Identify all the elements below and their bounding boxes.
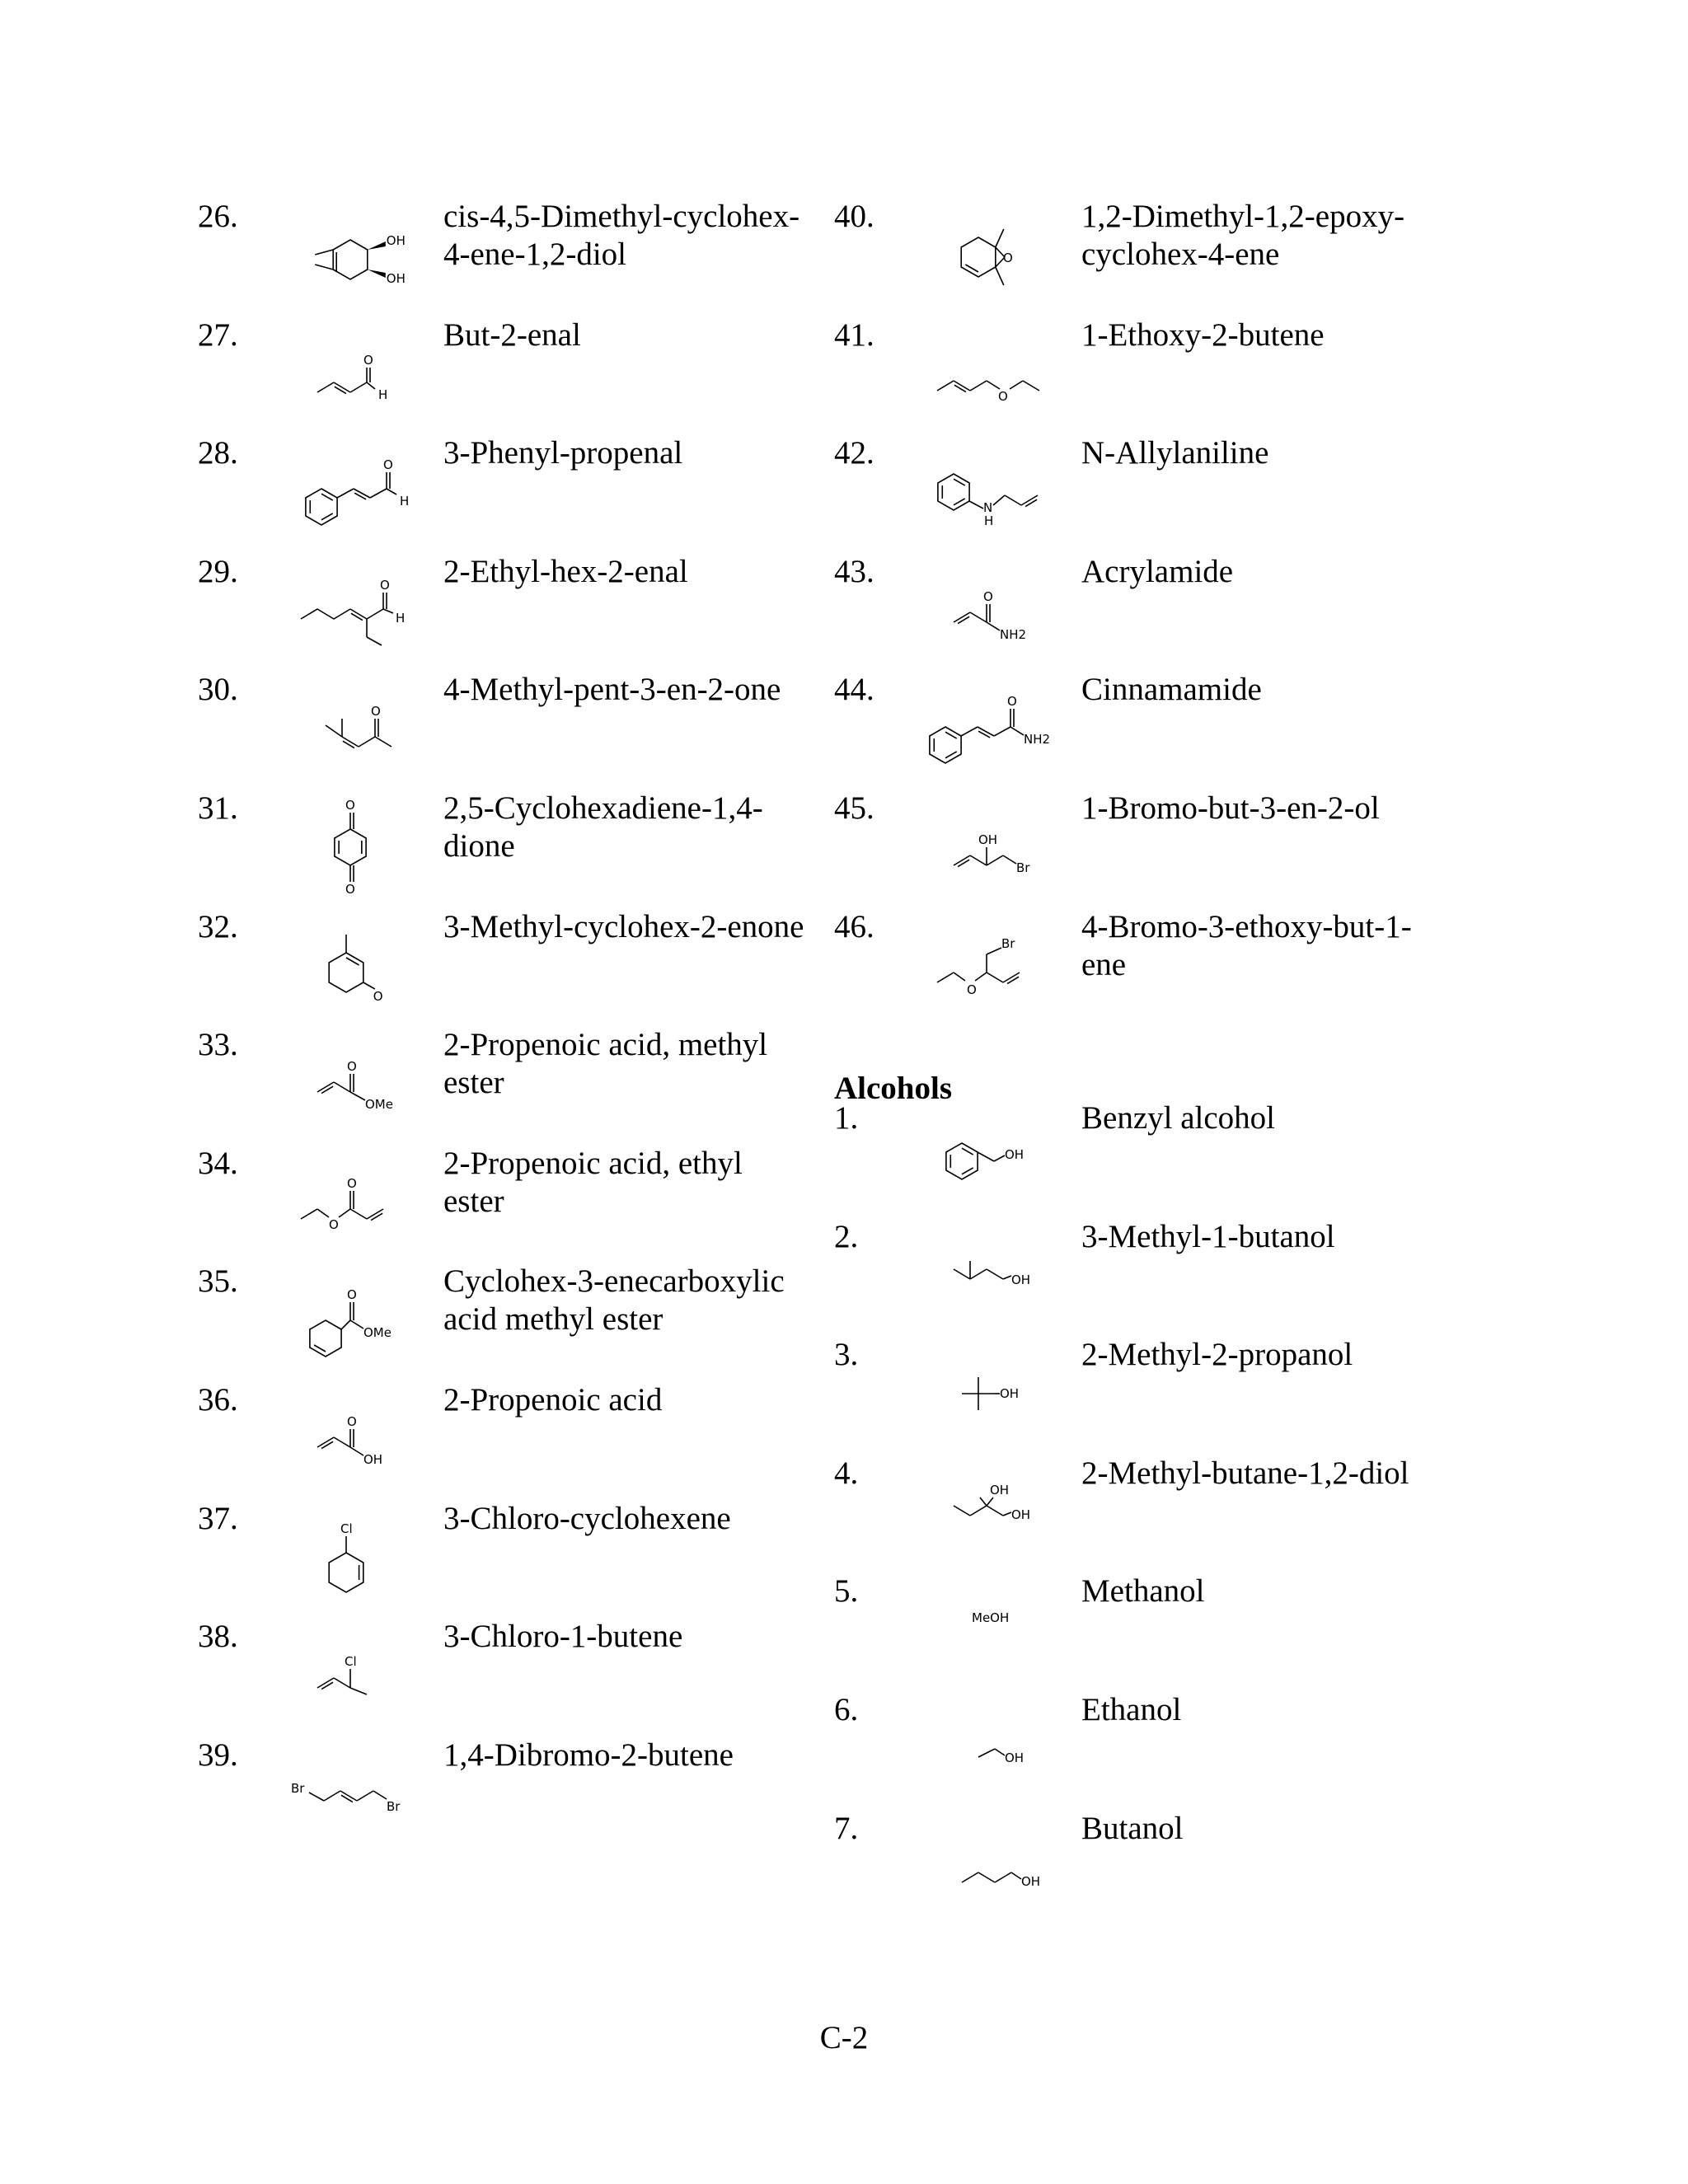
structure-bromoethoxybutene — [912, 908, 1061, 1024]
entry-number: 38. — [198, 1619, 238, 1655]
structure-isoamyl — [912, 1218, 1061, 1333]
svg-text:NH2: NH2 — [1000, 626, 1027, 642]
structure-ethanol — [912, 1691, 1061, 1807]
compound-name: Butanol — [1081, 1810, 1184, 1846]
svg-text:O: O — [1007, 694, 1017, 710]
svg-text:OH: OH — [1011, 1507, 1031, 1522]
entry-number: 41. — [834, 316, 874, 353]
entry-number: 28. — [198, 435, 238, 471]
compound-name: 2,5-Cyclohexadiene-1,4-dione — [443, 790, 763, 864]
svg-text:O: O — [380, 577, 390, 593]
svg-text:O: O — [345, 882, 355, 897]
svg-text:O: O — [998, 388, 1008, 404]
svg-text:O: O — [347, 1287, 357, 1303]
entry-number: 44. — [834, 672, 874, 708]
svg-text:H: H — [400, 494, 410, 509]
alcohol-entry — [834, 1810, 1461, 1925]
entry-number: 5. — [834, 1573, 859, 1610]
compound-entry — [198, 316, 808, 432]
compound-entry — [198, 1263, 808, 1378]
structure-cinnamamide — [912, 671, 1061, 786]
compound-name: 3-Methyl-1-butanol — [1081, 1218, 1335, 1254]
svg-text:O: O — [983, 588, 993, 604]
svg-text:Br: Br — [1016, 860, 1030, 875]
svg-text:OH: OH — [978, 832, 998, 847]
compound-entry — [198, 1381, 808, 1497]
svg-text:Cl: Cl — [345, 1654, 357, 1670]
svg-text:O: O — [329, 1216, 339, 1232]
compound-name: 4-Methyl-pent-3-en-2-one — [443, 672, 781, 708]
svg-text:Cl: Cl — [340, 1521, 353, 1536]
structure-tbutanol — [912, 1336, 1061, 1451]
structure-butanol — [912, 1810, 1061, 1925]
compound-name: 3-Methyl-cyclohex-2-enone — [443, 908, 804, 944]
structure-ethylacrylate — [276, 1145, 424, 1260]
svg-text:O: O — [347, 1059, 357, 1075]
entry-number: 31. — [198, 790, 238, 826]
svg-text:O: O — [345, 798, 355, 813]
compound-name: 4-Bromo-3-ethoxy-but-1-ene — [1081, 908, 1412, 982]
compound-name: Methanol — [1081, 1573, 1205, 1610]
svg-text:H: H — [378, 387, 388, 402]
svg-text:OH: OH — [1011, 1272, 1031, 1287]
entry-number: 27. — [198, 316, 238, 353]
compound-name: 2-Methyl-butane-1,2-diol — [1081, 1455, 1409, 1491]
compound-entry — [834, 671, 1461, 786]
entry-number: 37. — [198, 1500, 238, 1536]
svg-text:O: O — [383, 457, 393, 473]
svg-text:OMe: OMe — [363, 1325, 392, 1341]
alcohol-entry — [834, 1572, 1461, 1688]
svg-text:OH: OH — [386, 271, 406, 286]
svg-text:O: O — [967, 982, 977, 997]
svg-text:O: O — [347, 1175, 357, 1191]
alcohol-entry — [834, 1099, 1461, 1215]
entry-number: 30. — [198, 672, 238, 708]
compound-name: 2-Propenoic acid, methyl ester — [443, 1027, 768, 1101]
svg-text:H: H — [984, 513, 994, 529]
compound-entry — [198, 1500, 808, 1615]
structure-cinnamaldehyde — [276, 434, 424, 550]
entry-number: 26. — [198, 199, 238, 234]
structure-diol — [276, 198, 424, 313]
svg-text:O: O — [347, 1414, 357, 1429]
compound-name: Cinnamamide — [1081, 672, 1262, 708]
compound-entry — [834, 553, 1461, 668]
svg-text:O: O — [371, 704, 381, 719]
structure-methanol — [912, 1572, 1061, 1688]
svg-text:Br: Br — [1001, 935, 1015, 951]
entry-number: 7. — [834, 1810, 859, 1846]
svg-text:OH: OH — [1000, 1386, 1020, 1402]
svg-text:OH: OH — [990, 1482, 1010, 1497]
compound-entry — [834, 316, 1461, 432]
compound-name: 1,2-Dimethyl-1,2-epoxy-cyclohex-4-ene — [1081, 199, 1405, 272]
entry-number: 40. — [834, 199, 874, 234]
structure-chlorobutene — [276, 1618, 424, 1733]
compound-name: 2-Methyl-2-propanol — [1081, 1337, 1353, 1373]
compound-name: Cyclohex-3-enecarboxylic acid methyl ester — [443, 1263, 785, 1338]
structure-chlorocyclohexene — [276, 1500, 424, 1615]
svg-text:NH2: NH2 — [1024, 732, 1051, 748]
structure-mesityloxide — [276, 671, 424, 786]
svg-text:OH: OH — [1021, 1873, 1041, 1889]
compound-name: 2-Propenoic acid, ethyl ester — [443, 1145, 743, 1219]
entry-number: 1. — [834, 1100, 859, 1136]
entry-number: 32. — [198, 908, 238, 944]
compound-name: 2-Ethyl-hex-2-enal — [443, 553, 688, 589]
compound-entry — [198, 1736, 808, 1852]
structure-allylaniline — [912, 434, 1061, 550]
entry-number: 33. — [198, 1027, 238, 1063]
entry-number: 45. — [834, 790, 874, 826]
compound-name: Ethanol — [1081, 1692, 1182, 1727]
entry-number: 46. — [834, 908, 874, 944]
entry-number: 4. — [834, 1455, 859, 1491]
compound-entry — [198, 908, 808, 1024]
compound-entry — [834, 908, 1461, 1024]
svg-text:Br: Br — [291, 1780, 305, 1796]
compound-entry — [834, 434, 1461, 550]
svg-text:N: N — [983, 500, 993, 516]
structure-ethylhexenal — [276, 553, 424, 668]
compound-name: Benzyl alcohol — [1081, 1100, 1276, 1136]
compound-entry — [198, 434, 808, 550]
entry-number: 43. — [834, 553, 874, 589]
svg-text:O: O — [363, 352, 373, 368]
compound-entry — [198, 1145, 808, 1260]
compound-name: cis-4,5-Dimethyl-cyclohex-4-ene-1,2-diol — [443, 199, 800, 272]
structure-methylcyclohexenone — [276, 908, 424, 1024]
entry-number: 42. — [834, 435, 874, 471]
compound-name: 3-Chloro-cyclohexene — [443, 1500, 731, 1536]
alcohol-entry — [834, 1455, 1461, 1570]
structure-ethoxybutene — [912, 316, 1061, 432]
svg-text:OH: OH — [363, 1452, 383, 1467]
structure-quinone — [276, 790, 424, 905]
entry-number: 36. — [198, 1382, 238, 1418]
compound-name: N-Allylaniline — [1081, 435, 1269, 471]
compound-entry — [834, 790, 1461, 905]
compound-entry — [198, 198, 808, 313]
structure-acrylamide — [912, 553, 1061, 668]
compound-entry — [834, 198, 1461, 313]
page-number: C-2 — [819, 2020, 869, 2055]
svg-text:O: O — [1003, 251, 1013, 265]
compound-entry — [198, 790, 808, 905]
compound-entry — [198, 553, 808, 668]
entry-number: 39. — [198, 1736, 238, 1773]
svg-text:OH: OH — [386, 233, 406, 248]
svg-text:OMe: OMe — [365, 1097, 393, 1113]
compound-name: 3-Phenyl-propenal — [443, 435, 683, 471]
compound-name: Acrylamide — [1081, 553, 1234, 589]
svg-text:Br: Br — [387, 1798, 401, 1814]
structure-methylbutanediol — [912, 1455, 1061, 1570]
structure-cyclohexeneester — [276, 1263, 424, 1378]
alcohol-entry — [834, 1218, 1461, 1333]
entry-number: 29. — [198, 553, 238, 589]
compound-name: 3-Chloro-1-butene — [443, 1619, 683, 1655]
compound-entry — [198, 671, 808, 786]
svg-text:OH: OH — [1005, 1147, 1025, 1162]
structure-benzylalcohol — [912, 1099, 1061, 1215]
entry-number: 2. — [834, 1218, 859, 1254]
structure-bromobutenol — [912, 790, 1061, 905]
entry-number: 3. — [834, 1337, 859, 1373]
compound-name: 1,4-Dibromo-2-butene — [443, 1736, 734, 1773]
alcohol-entry — [834, 1336, 1461, 1451]
entry-number: 6. — [834, 1692, 859, 1727]
compound-entry — [198, 1618, 808, 1733]
section-heading-alcohols: Alcohols — [834, 1071, 953, 1106]
compound-entry — [198, 1026, 808, 1141]
alcohol-entry — [834, 1691, 1461, 1807]
structure-methylacrylate — [276, 1026, 424, 1141]
compound-name: But-2-enal — [443, 316, 581, 353]
compound-name: 1-Bromo-but-3-en-2-ol — [1081, 790, 1380, 826]
svg-text:H: H — [396, 610, 406, 626]
structure-epoxide — [912, 198, 1061, 313]
compound-name: 1-Ethoxy-2-butene — [1081, 316, 1325, 353]
structure-dibromobutene — [276, 1736, 424, 1852]
compound-name: 2-Propenoic acid — [443, 1382, 663, 1418]
svg-text:MeOH: MeOH — [972, 1610, 1010, 1626]
structure-butenal — [276, 316, 424, 432]
svg-text:OH: OH — [1005, 1750, 1025, 1765]
entry-number: 34. — [198, 1145, 238, 1181]
svg-text:O: O — [373, 988, 383, 1004]
entry-number: 35. — [198, 1263, 238, 1300]
structure-acrylicacid — [276, 1381, 424, 1497]
